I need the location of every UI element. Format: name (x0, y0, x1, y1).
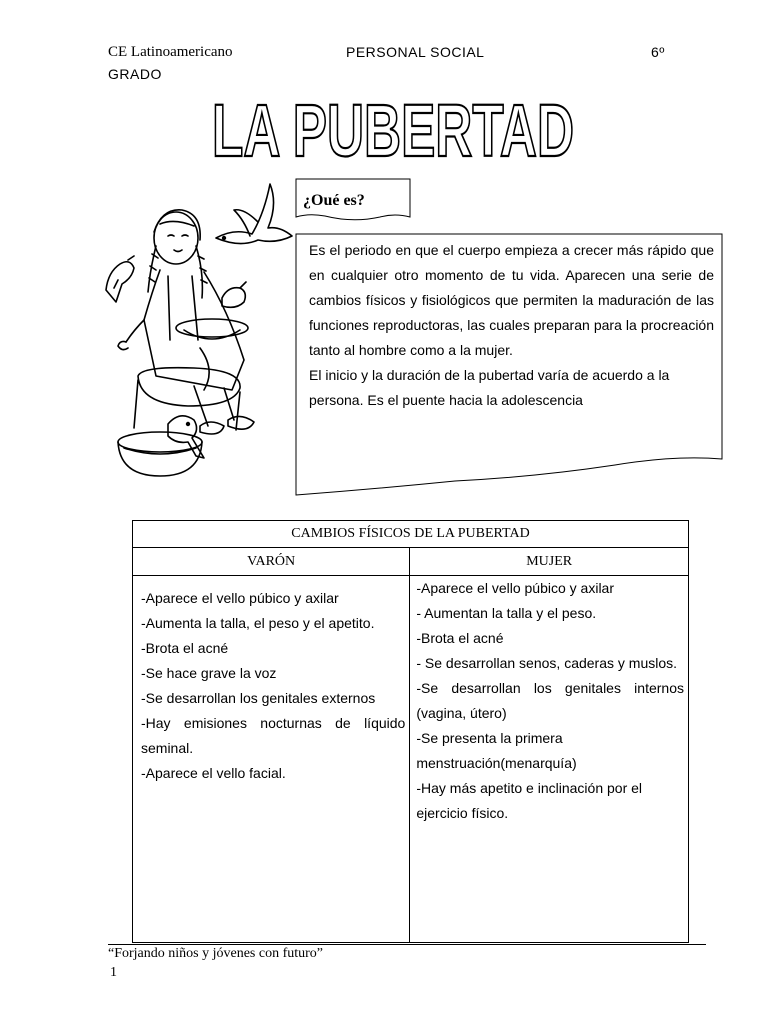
mujer-cell (410, 576, 689, 943)
list-item: -Se hace grave la voz (141, 665, 277, 681)
list-item: -Se desarrollan los genitales internos (vagina, útero) (416, 680, 684, 721)
list-item: -Aparece el vello púbico y axilar (416, 580, 614, 596)
definition-text (309, 238, 714, 413)
list-item: -Aparece el vello facial. (141, 765, 286, 781)
school-name: CE Latinoamericano (108, 44, 233, 60)
changes-table (132, 520, 689, 943)
subject-name: PERSONAL SOCIAL (346, 44, 485, 60)
page-number: 1 (110, 965, 117, 980)
varon-cell (133, 576, 410, 943)
footer-divider (108, 944, 706, 945)
list-item: -Se presenta la primera menstruación(menarquía) (416, 730, 577, 771)
column-header-mujer: MUJER (410, 548, 689, 576)
definition-paragraph-1: Es el periodo en que el cuerpo empieza a crecer más rápido que en cualquier otro momento de tu vida. Aparecen una serie de cambios físicos y fisiológicos que permiten la maduración de las funciones reproductoras, las cuales preparan para la procreación tanto al hombre como a la mujer. (309, 242, 714, 358)
question-label: ¿Oué es? (303, 192, 365, 209)
page-title (208, 89, 578, 172)
list-item: -Brota el acné (141, 640, 229, 656)
list-item: -Aumenta la talla, el peso y el apetito. (141, 615, 375, 631)
list-item: - Se desarrollan senos, caderas y muslos. (416, 655, 678, 671)
page-title-text: LA PUBERTAD (212, 89, 574, 172)
list-item: -Brota el acné (416, 630, 504, 646)
column-header-varon: VARÓN (133, 548, 410, 576)
mujer-list (410, 576, 688, 826)
table-title: CAMBIOS FÍSICOS DE LA PUBERTAD (133, 521, 689, 548)
list-item: -Hay emisiones nocturnas de líquido seminal. (141, 715, 406, 756)
footer-motto: “Forjando niños y jóvenes con futuro” (108, 946, 324, 961)
grade-label: GRADO (108, 66, 162, 82)
definition-paragraph-2: El inicio y la duración de la pubertad varía de acuerdo a la persona. Es el puente hacia la adolescencia (309, 367, 670, 408)
list-item: - Aumentan la talla y el peso. (416, 605, 597, 621)
varon-list (133, 576, 409, 786)
grade-number: 6º (651, 44, 665, 60)
girl-with-birds-illustration (104, 180, 296, 480)
list-item: -Aparece el vello púbico y axilar (141, 590, 339, 606)
list-item: -Se desarrollan los genitales externos (141, 690, 376, 706)
list-item: -Hay más apetito e inclinación por el ejercicio físico. (416, 780, 643, 821)
